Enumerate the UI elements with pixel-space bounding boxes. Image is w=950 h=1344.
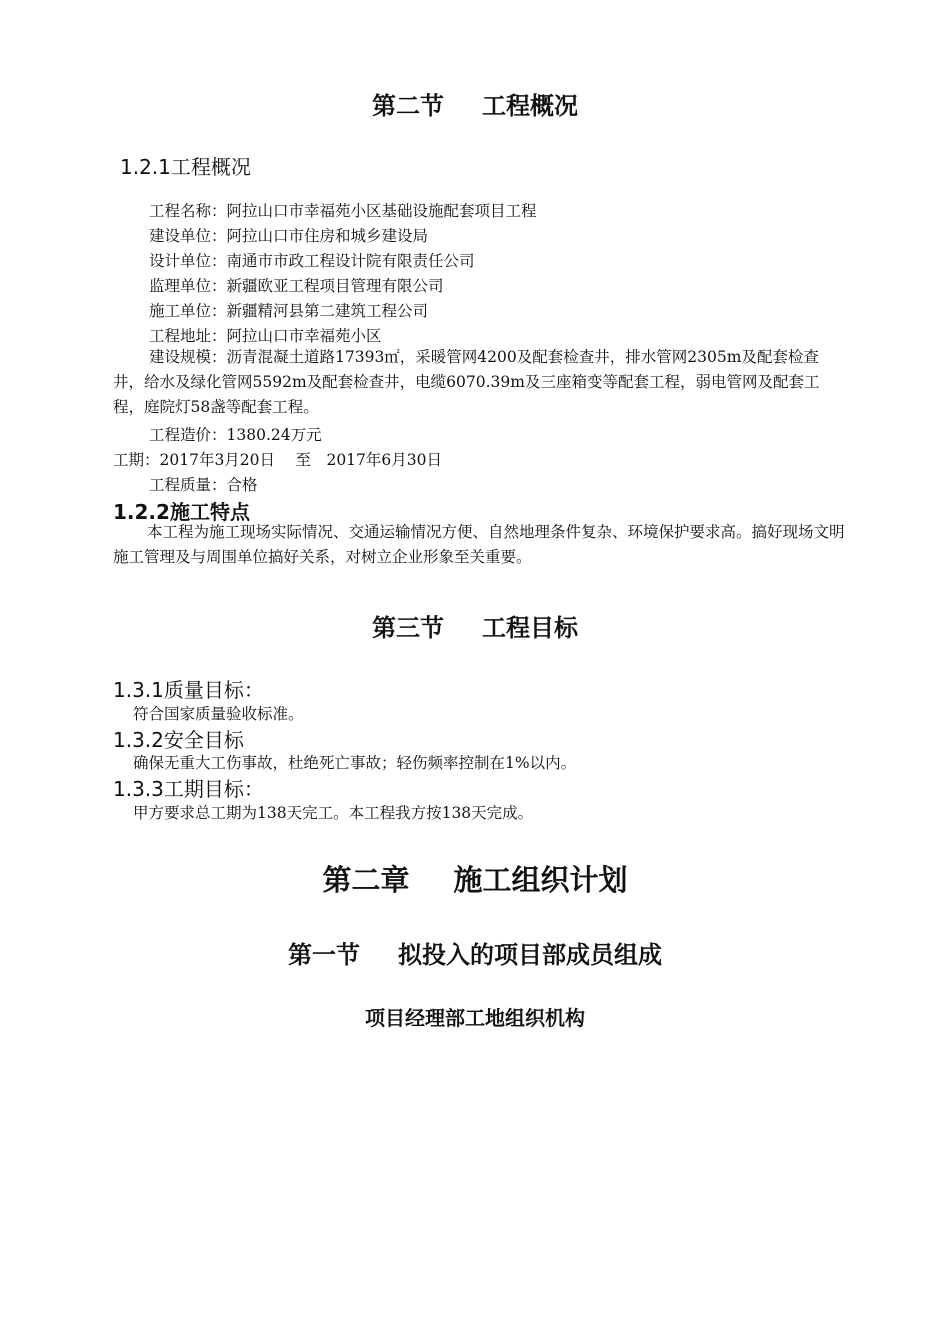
construction-features-body: 本工程为施工现场实际情况、交通运输情况方便、自然地理条件复杂、环境保护要求高。搞好现场文明施工管理及与周围单位搞好关系，对树立企业形象至关重要。 — [113, 523, 845, 566]
subheading-1-3-3: 1.3.3工期目标： — [113, 777, 264, 801]
quality-goal-body: 符合国家质量验收标准。 — [133, 705, 304, 723]
subheading-1-2-2: 1.2.2施工特点 — [113, 500, 250, 524]
project-cost: 工程造价：1380.24万元 — [149, 426, 322, 444]
section-heading-team — [0, 935, 950, 970]
chapter-title: 施工组织计划 — [453, 863, 628, 897]
schedule-goal-body: 甲方要求总工期为138天完工。本工程我方按138天完成。 — [133, 804, 534, 822]
project-quality: 工程质量：合格 — [149, 476, 258, 494]
supervision-unit: 监理单位：新疆欧亚工程项目管理有限公司 — [149, 277, 444, 295]
subheading-1-3-2: 1.3.2安全目标 — [113, 728, 244, 752]
project-period: 工期：2017年3月20日 至 2017年6月30日 — [113, 451, 442, 469]
subheading-1-3-1: 1.3.1质量目标： — [113, 678, 264, 702]
subheading-1-2-1: 1.2.1工程概况 — [120, 155, 251, 179]
construction-unit: 施工单位：新疆精河县第二建筑工程公司 — [149, 302, 429, 320]
section-heading-goals — [0, 608, 950, 643]
project-address: 工程地址：阿拉山口市幸福苑小区 — [149, 327, 382, 345]
chapter-heading — [0, 858, 950, 899]
org-structure-title: 项目经理部工地组织机构 — [365, 1006, 585, 1030]
section-number: 第三节 — [372, 614, 444, 642]
section-number: 第二节 — [372, 92, 444, 120]
safety-goal-body: 确保无重大工伤事故，杜绝死亡事故；轻伤频率控制在1%以内。 — [133, 754, 577, 772]
section-title: 工程目标 — [482, 614, 578, 642]
section-heading-overview — [0, 86, 950, 121]
chapter-number: 第二章 — [322, 863, 410, 897]
section-number: 第一节 — [288, 941, 360, 969]
construction-scale: 建设规模：沥青混凝土道路17393㎡，采暖管网4200及配套检查井，排水管网2305m及配套检查井，给水及绿化管网5592m及配套检查井，电缆6070.39m及三座箱变等配套工程，弱电管网及配套工程，庭院灯58盏等配套工程。 — [113, 348, 820, 416]
owner-unit: 建设单位：阿拉山口市住房和城乡建设局 — [149, 227, 429, 245]
design-unit: 设计单位：南通市市政工程设计院有限责任公司 — [149, 252, 475, 270]
section-title: 拟投入的项目部成员组成 — [398, 941, 662, 969]
project-name: 工程名称：阿拉山口市幸福苑小区基础设施配套项目工程 — [149, 202, 537, 220]
section-title: 工程概况 — [482, 92, 578, 120]
